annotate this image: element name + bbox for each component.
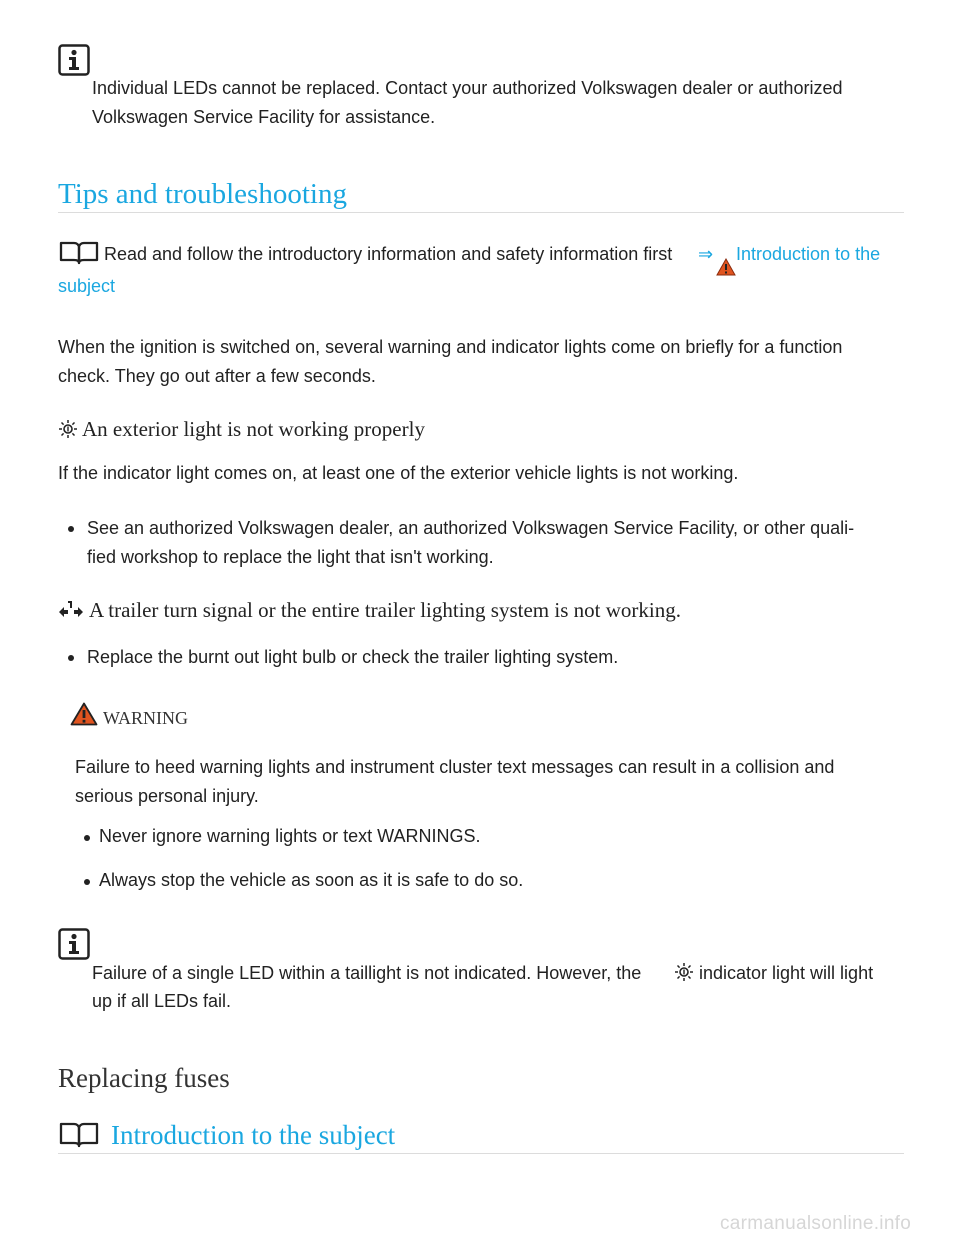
ignition-text bbox=[58, 333, 842, 391]
note-text: Failure of a single LED within a taillight is not indicated. However, the bbox=[92, 963, 642, 983]
intro-link-continued[interactable]: subject bbox=[58, 276, 116, 296]
note-text-line: Individual LEDs cannot be replaced. Contact your authorized Volkswagen dealer or authorized bbox=[92, 78, 843, 98]
warning-text-line: serious personal injury. bbox=[75, 786, 259, 806]
exterior-heading: An exterior light is not working properly bbox=[82, 417, 425, 441]
section-heading: Tips and troubleshooting bbox=[58, 178, 347, 210]
bullet bbox=[68, 655, 74, 661]
bullet bbox=[84, 835, 90, 841]
bullet bbox=[68, 526, 74, 532]
list-item-line: fied workshop to replace the light that isn't working. bbox=[87, 547, 494, 567]
exterior-description: If the indicator light comes on, at least one of the exterior vehicle lights is not working. bbox=[58, 463, 739, 483]
info-icon bbox=[58, 44, 90, 76]
ignition-text-line: When the ignition is switched on, several warning and indicator lights come on briefly for a function bbox=[58, 337, 843, 357]
note-text bbox=[92, 74, 842, 132]
heading-divider bbox=[58, 212, 904, 213]
note-text: up if all LEDs fail. bbox=[92, 991, 232, 1011]
warning-text bbox=[75, 753, 834, 811]
list-item: Replace the burnt out light bulb or check the trailer lighting system. bbox=[87, 647, 619, 667]
subsection-heading: Introduction to the subject bbox=[111, 1120, 396, 1150]
read-follow-text: Read and follow the introductory information and safety information first bbox=[104, 244, 673, 264]
list-item bbox=[87, 514, 854, 572]
warning-list-item: Never ignore warning lights or text WARNINGS. bbox=[99, 826, 481, 846]
trailer-turn-signal-icon bbox=[57, 599, 85, 626]
warning-triangle-icon bbox=[716, 258, 736, 281]
link-arrow[interactable]: ⇒ bbox=[698, 244, 714, 264]
book-icon bbox=[58, 241, 100, 265]
intro-link[interactable]: Introduction to the bbox=[736, 244, 881, 264]
info-icon bbox=[58, 928, 90, 960]
exterior-light-icon bbox=[58, 419, 78, 444]
list-item-line: See an authorized Volkswagen dealer, an authorized Volkswagen Service Facility, or other quali- bbox=[87, 518, 855, 538]
warning-triangle-icon bbox=[70, 702, 98, 731]
section-heading: Replacing fuses bbox=[58, 1063, 230, 1093]
ignition-text-line: check. They go out after a few seconds. bbox=[58, 366, 376, 386]
watermark: carmanualsonline.info bbox=[720, 1213, 912, 1234]
warning-text-line: Failure to heed warning lights and instrument cluster text messages can result in a collision and bbox=[75, 757, 835, 777]
note-text-line: Volkswagen Service Facility for assistance. bbox=[92, 107, 436, 127]
trailer-heading: A trailer turn signal or the entire trailer lighting system is not working. bbox=[89, 598, 681, 622]
heading-divider bbox=[58, 1153, 904, 1154]
exterior-light-icon bbox=[674, 962, 694, 987]
warning-label: WARNING bbox=[103, 708, 188, 728]
book-icon bbox=[58, 1122, 100, 1148]
warning-list-item: Always stop the vehicle as soon as it is safe to do so. bbox=[99, 870, 524, 890]
note-text: indicator light will light bbox=[699, 963, 874, 983]
bullet bbox=[84, 879, 90, 885]
